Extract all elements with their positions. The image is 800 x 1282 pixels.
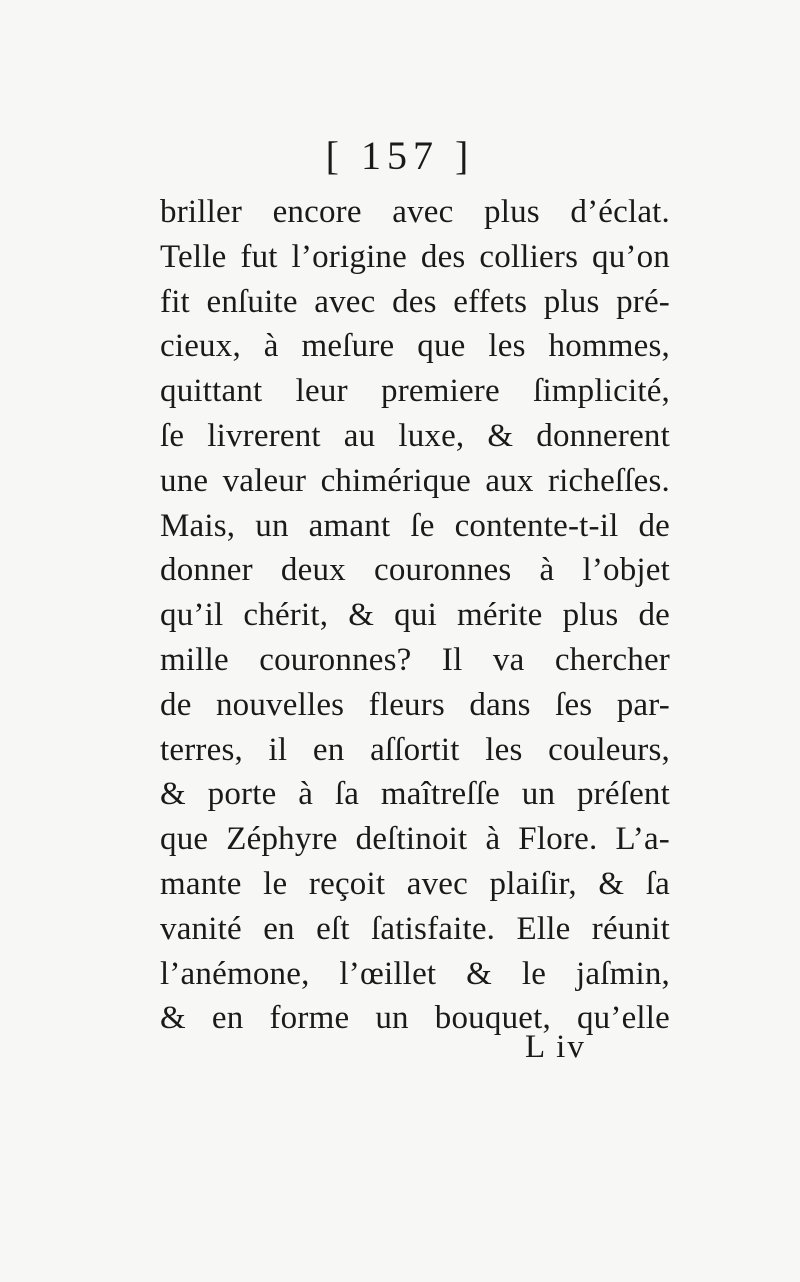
text-line: vanité en eſt ſatisfaite. Elle réunit: [160, 910, 670, 947]
text-line: & porte à ſa maîtreſſe un préſent: [160, 776, 670, 813]
text-line: fit enſuite avec des effets plus pré-: [160, 283, 670, 320]
text-line: qu’il chérit, & qui mérite plus de: [160, 597, 670, 634]
text-line: & en forme un bouquet, qu’elle: [160, 1000, 670, 1037]
text-line: cieux, à meſure que les hommes,: [160, 328, 670, 365]
text-line: de nouvelles fleurs dans ſes par-: [160, 686, 670, 723]
page-number: [ 157 ]: [325, 133, 475, 178]
text-line: une valeur chimérique aux richeſſes.: [160, 462, 670, 499]
text-line: terres, il en aſſortit les couleurs,: [160, 731, 670, 768]
text-line: Mais, un amant ſe contente-t-il de: [160, 507, 670, 544]
text-line: quittant leur premiere ſimplicité,: [160, 373, 670, 410]
text-line: briller encore avec plus d’éclat.: [160, 194, 670, 230]
signature-mark: L iv: [525, 1029, 586, 1065]
text-line: l’anémone, l’œillet & le jaſmin,: [160, 955, 670, 992]
text-line: que Zéphyre deſtinoit à Flore. L’a-: [160, 821, 670, 858]
text-line: mante le reçoit avec plaiſir, & ſa: [160, 865, 670, 902]
text-line: donner deux couronnes à l’objet: [160, 552, 670, 589]
text-line: mille couronnes? Il va chercher: [160, 641, 670, 678]
text-line: Telle fut l’origine des colliers qu’on: [160, 238, 670, 275]
body-text: [160, 190, 670, 1041]
text-line: ſe livrerent au luxe, & donnerent: [160, 417, 670, 454]
